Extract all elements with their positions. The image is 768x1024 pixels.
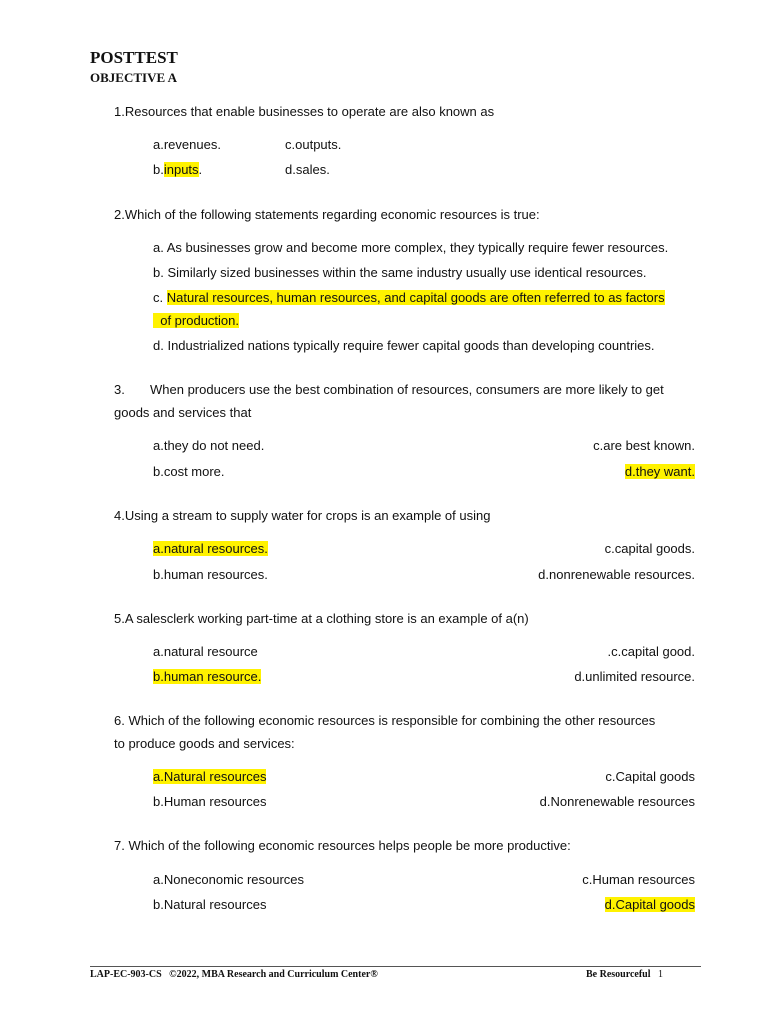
q3-option-b: b.cost more. (153, 464, 225, 479)
footer-right (586, 969, 663, 980)
answer-highlight: of production. (153, 313, 239, 328)
answer-highlight: b.human resource. (153, 669, 262, 684)
q5-option-d: d.unlimited resource. (574, 669, 695, 684)
q4-option-b: b.human resources. (153, 567, 268, 582)
page-title: POSTTEST (90, 48, 178, 67)
q1-option-c: c.outputs. (285, 137, 342, 152)
q3-option-c: c.are best known. (593, 438, 695, 453)
q5-option-a: a.natural resource (153, 644, 258, 659)
footer-lap-title: Be Resourceful (586, 969, 651, 980)
q5-option-c: .c.capital good. (607, 644, 695, 659)
q6-option-b: b.Human resources (153, 794, 267, 809)
q4-option-d: d.nonrenewable resources. (538, 567, 695, 582)
q1-option-a: a.revenues. (153, 137, 221, 152)
question-3-text-line1: When producers use the best combination of resources, consumers are more likely to get (150, 382, 664, 397)
q2-option-c-continued (153, 313, 239, 328)
q2-option-b: b. Similarly sized businesses within the same industry usually use identical resources. (153, 265, 647, 280)
q7-option-b: b.Natural resources (153, 897, 267, 912)
q4-option-c: c.capital goods. (604, 541, 695, 556)
q1-option-b: b.inputs. (153, 162, 203, 177)
q6-option-c: c.Capital goods (605, 769, 695, 784)
q2-option-d: d. Industrialized nations typically require fewer capital goods than developing countries. (153, 338, 655, 353)
question-6-text-line2: to produce goods and services: (114, 736, 295, 751)
question-6-text-line1: 6. Which of the following economic resources is responsible for combining the other resources (114, 713, 656, 728)
answer-highlight: d.Capital goods (604, 897, 695, 912)
question-2-text: 2.Which of the following statements regarding economic resources is true: (114, 207, 540, 222)
q6-option-d: d.Nonrenewable resources (539, 794, 695, 809)
answer-highlight: d.they want. (624, 464, 695, 479)
objective-heading: OBJECTIVE A (90, 70, 178, 85)
answer-highlight: a.Natural resources (153, 769, 267, 784)
answer-highlight: inputs (163, 162, 199, 177)
question-1-text: 1.Resources that enable businesses to operate are also known as (114, 104, 495, 119)
q7-option-d (480, 897, 695, 912)
question-3-number: 3. (114, 382, 125, 397)
q1-option-d: d.sales. (285, 162, 330, 177)
footer-course-code: LAP-EC-903-CS ©2022, MBA Research and Curriculum Center® (90, 969, 378, 980)
q7-option-c: c.Human resources (582, 872, 695, 887)
q2-option-c: c. Natural resources, human resources, and capital goods are often referred to as factors (153, 290, 665, 305)
footer-rule (90, 966, 701, 967)
question-4-text: 4.Using a stream to supply water for crops is an example of using (114, 508, 491, 523)
q3-option-d (480, 464, 695, 479)
answer-highlight: a.natural resources. (153, 541, 268, 556)
q4-option-a (153, 541, 268, 556)
q7-option-a: a.Noneconomic resources (153, 872, 305, 887)
q2-option-a: a. As businesses grow and become more complex, they typically require fewer resources. (153, 240, 669, 255)
question-5-text: 5.A salesclerk working part-time at a clothing store is an example of a(n) (114, 611, 529, 626)
q3-option-a: a.they do not need. (153, 438, 265, 453)
page-number: 1 (658, 969, 664, 980)
q6-option-a (153, 769, 266, 784)
q5-option-b (153, 669, 261, 684)
question-3-text-line2: goods and services that (114, 405, 252, 420)
answer-highlight: Natural resources, human resources, and capital goods are often referred to as factors (166, 290, 665, 305)
question-7-text: 7. Which of the following economic resources helps people be more productive: (114, 838, 571, 853)
